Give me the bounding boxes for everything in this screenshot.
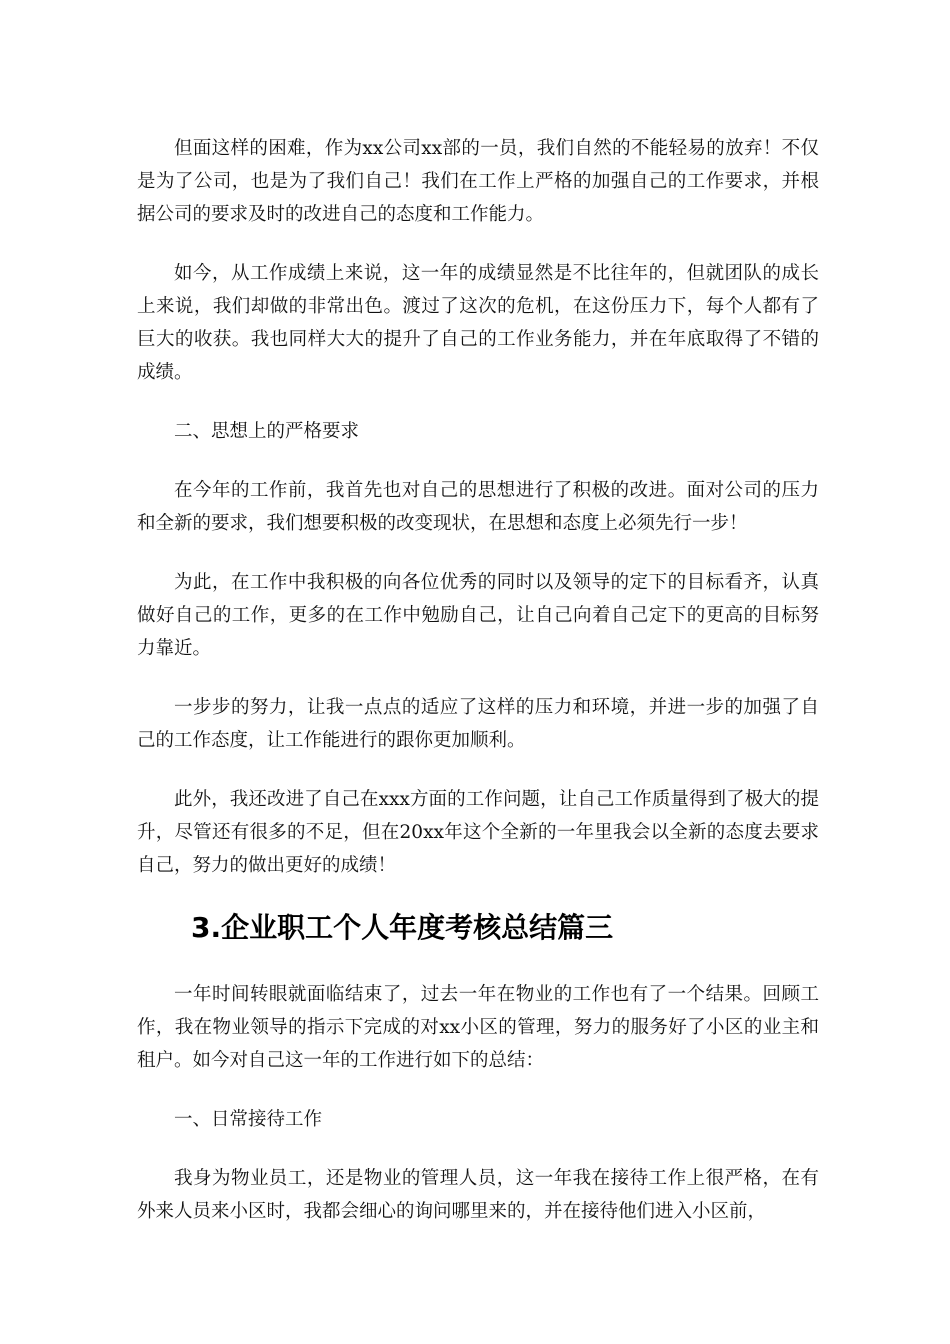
paragraph: 但面这样的困难，作为xx公司xx部的一员，我们自然的不能轻易的放弃！不仅是为了公司，也是为了我们自己！我们在工作上严格的加强自己的工作要求，并根据公司的要求及时的改进自己的态度和工作能力。: [137, 138, 819, 225]
paragraph: 一年时间转眼就面临结束了，过去一年在物业的工作也有了一个结果。回顾工作，我在物业领导的指示下完成的对xx小区的管理，努力的服务好了小区的业主和租户。如今对自己这一年的工作进行如下的总结：: [137, 984, 819, 1071]
document-body: [137, 132, 819, 1254]
paragraph: 此外，我还改进了自己在xxx方面的工作问题，让自己工作质量得到了极大的提升，尽管还有很多的不足，但在20xx年这个全新的一年里我会以全新的态度去要求自己，努力的做出更好的成绩！: [137, 789, 819, 876]
subheading: 二、思想上的严格要求: [174, 421, 360, 442]
paragraph: 如今，从工作成绩上来说，这一年的成绩显然是不比往年的，但就团队的成长上来说，我们却做的非常出色。渡过了这次的危机，在这份压力下，每个人都有了巨大的收获。我也同样大大的提升了自己的工作业务能力，并在年底取得了不错的成绩。: [137, 263, 819, 383]
paragraph: 我身为物业员工，还是物业的管理人员，这一年我在接待工作上很严格，在有外来人员来小区时，我都会细心的询问哪里来的，并在接待他们进入小区前，: [137, 1168, 819, 1222]
subheading: 一、日常接待工作: [174, 1109, 323, 1130]
paragraph: 在今年的工作前，我首先也对自己的思想进行了积极的改进。面对公司的压力和全新的要求，我们想要积极的改变现状，在思想和态度上必须先行一步！: [137, 480, 819, 534]
paragraph: 一步步的努力，让我一点点的适应了这样的压力和环境，并进一步的加强了自己的工作态度，让工作能进行的跟你更加顺利。: [137, 697, 819, 751]
paragraph: 为此，在工作中我积极的向各位优秀的同时以及领导的定下的目标看齐，认真做好自己的工作，更多的在工作中勉励自己，让自己向着自己定下的更高的目标努力靠近。: [137, 572, 819, 659]
section-title: 3.企业职工个人年度考核总结篇三: [191, 911, 614, 944]
